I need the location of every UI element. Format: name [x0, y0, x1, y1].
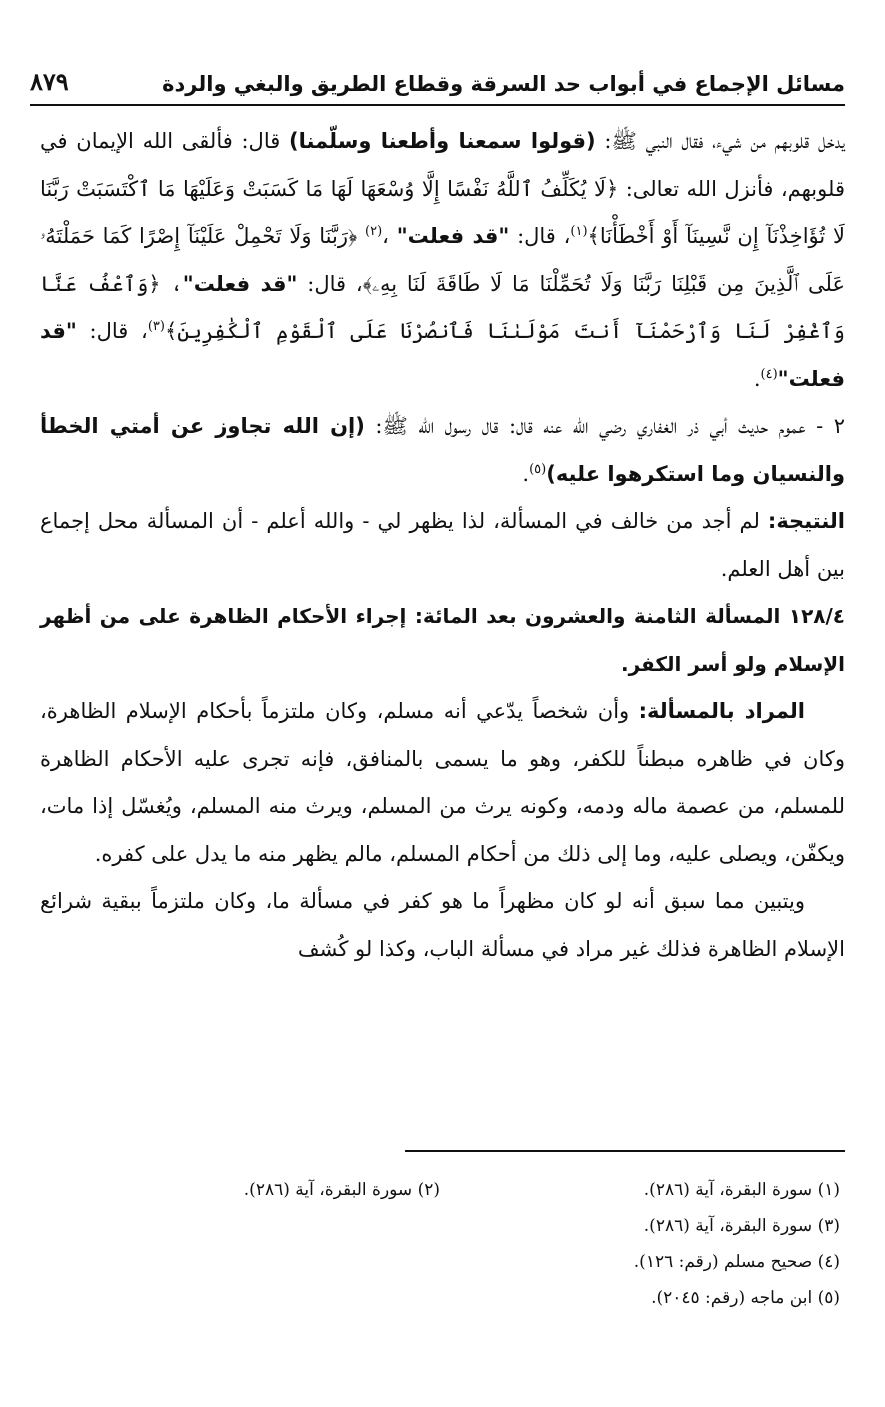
footnote-1: (١) سورة البقرة، آية (٢٨٦).	[643, 1180, 840, 1200]
main-text	[40, 118, 845, 973]
page-number: ٨٧٩	[30, 67, 69, 96]
text-run: ، قال:	[517, 224, 571, 248]
footnote-3: (٣) سورة البقرة، آية (٢٨٦).	[643, 1216, 840, 1236]
paragraph-result	[40, 498, 845, 593]
text-run: .	[753, 366, 761, 391]
result-text: لم أجد من خالف في المسألة، لذا يظهر لي - والله أعلم - أن المسألة محل إجماع بين أهل العلم.	[40, 509, 845, 581]
page-header	[30, 52, 845, 96]
footnote-5: (٥) ابن ماجه (رقم: ٢٠٤٥).	[651, 1288, 840, 1308]
footnote-ref: (٢)	[365, 224, 383, 239]
paragraph-hadith-2	[40, 403, 845, 498]
text-run: ،	[170, 271, 183, 296]
hadith-quote: (إن الله تجاوز عن أمتي الخطأ والنسيان وما استكرهوا عليه)	[40, 414, 845, 486]
murad-label: المراد بالمسألة:	[638, 699, 805, 723]
paragraph-murad	[40, 688, 845, 878]
footnote-ref: (٣)	[147, 319, 165, 334]
text-run: ٢ - عموم حديث أبي ذر الغفاري رضي الله عنه قال: قال رسول الله ﷺ:	[375, 414, 845, 438]
divine-reply: "قد فعلت"	[396, 224, 510, 248]
divine-reply: "قد فعلت"	[40, 319, 845, 391]
quran-verse: ﴿وَٱعْفُ عَنَّا وَٱغْفِرْ لَنَا وَٱرْحَمْنَآ أَنتَ مَوْلَىٰنَا فَٱنصُرْنَا عَلَى ٱلْقَوْمِ ٱلْكَٰفِرِينَ﴾	[40, 271, 845, 343]
quran-verse: ﴿رَبَّنَا وَلَا تَحْمِلْ عَلَيْنَآ إِصْرًا كَمَا حَمَلْتَهُۥ عَلَى ٱلَّذِينَ مِن قَبْلِنَا رَبَّنَا وَلَا تُحَمِّلْنَا مَا لَا طَاقَةَ لَنَا بِهِۦ﴾	[40, 224, 845, 296]
footnote-ref: (١)	[570, 224, 588, 239]
hadith-quote: (قولوا سمعنا وأطعنا وسلّمنا)	[289, 129, 596, 153]
paragraph-conclusion: ويتبين مما سبق أنه لو كان مظهراً ما هو كفر في مسألة ما، وكان ملتزماً ببقية شرائع الإسلام الظاهرة فذلك غير مراد في مسألة الباب، وكذا لو كُشف	[40, 889, 845, 961]
text-run: ، قال:	[89, 319, 148, 343]
footnote-row	[40, 1172, 840, 1208]
murad-text: وأن شخصاً يدّعي أنه مسلم، وكان ملتزماً بأحكام الإسلام الظاهرة، وكان في ظاهره مبطناً للكفر، وهو ما يسمى بالمنافق، فإنه تجرى عليه الأحكام الظاهرة للمسلم، من عصمة ماله ودمه، وكونه يرث من المسلم، ويرث منه المسلم، ويُغسّل إذا مات، ويكفّن، ويصلى عليه، وما إلى ذلك من أحكام المسلم، مالم يظهر منه ما يدل على كفره.	[40, 699, 845, 866]
text-run: قال: فألقى الله الإيمان في قلوبهم، فأنزل الله تعالى:	[40, 129, 845, 201]
footnote-4: (٤) صحيح مسلم (رقم: ١٢٦).	[633, 1252, 840, 1272]
divine-reply: "قد فعلت"	[182, 271, 298, 296]
footnote-2: (٢) سورة البقرة، آية (٢٨٦).	[243, 1180, 440, 1200]
footnote-rule	[405, 1150, 845, 1152]
result-label: النتيجة:	[767, 509, 845, 533]
footnote-ref: (٤)	[760, 366, 778, 382]
header-rule	[30, 104, 845, 106]
text-run: ، قال:	[307, 271, 363, 296]
text-run: .	[522, 461, 530, 486]
running-title: مسائل الإجماع في أبواب حد السرقة وقطاع الطريق والبغي والردة	[162, 72, 845, 96]
text-run: ،	[382, 224, 389, 248]
quran-verse: ﴿لَا يُكَلِّفُ ٱللَّهُ نَفْسًا إِلَّا وُسْعَهَا لَهَا مَا كَسَبَتْ وَعَلَيْهَا مَا ٱكْتَسَبَتْ رَبَّنَا لَا تُؤَاخِذْنَآ إِن نَّسِينَآ أَوْ أَخْطَأْنَا﴾	[40, 176, 845, 248]
footnote-ref: (٥)	[529, 461, 547, 477]
text-run: يدخل قلوبهم من شيء، فقال النبي ﷺ:	[604, 129, 845, 153]
paragraph-hadith-1	[40, 118, 845, 403]
section-heading: ١٢٨/٤ المسألة الثامنة والعشرون بعد المائة: إجراء الأحكام الظاهرة على من أظهر الإسلام ولو أسر الكفر.	[40, 604, 845, 676]
footnotes	[40, 1172, 840, 1316]
